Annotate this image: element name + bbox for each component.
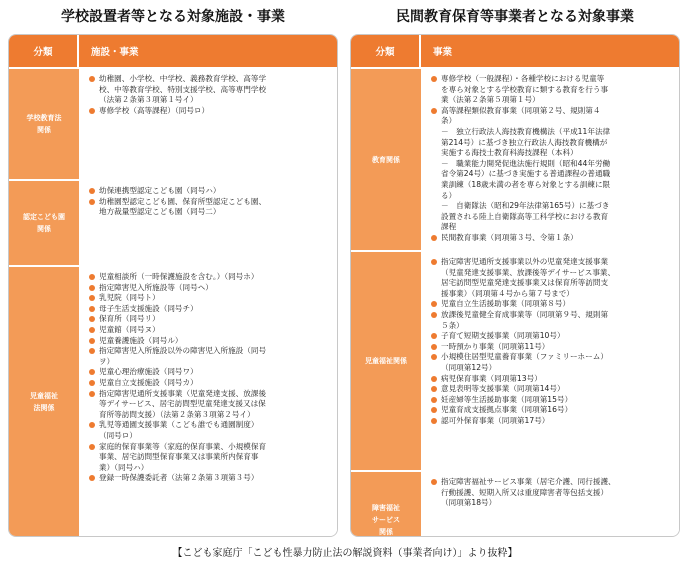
list-item bbox=[431, 352, 673, 373]
list-item bbox=[89, 314, 331, 325]
list-item bbox=[89, 473, 331, 484]
item-text: 一時預かり事業（同項第11号） bbox=[441, 341, 550, 351]
item-text: 指定障害児通所支援事業以外の児童発達支援事業 （児童発達支援事業、放課後等デイサービス事業、 居宅訪問型児童発達支援事業又は保育所等訪問支 援事業）（同項第４号から第７号まで） bbox=[441, 257, 616, 298]
bullet-icon bbox=[89, 338, 95, 344]
list-item bbox=[431, 416, 673, 427]
list-item bbox=[89, 420, 331, 441]
bullet-icon bbox=[431, 333, 437, 339]
bullet-icon bbox=[89, 199, 95, 205]
header-items: 事業 bbox=[433, 47, 453, 58]
bullet-icon bbox=[431, 418, 437, 424]
item-text: 児童自立生活援助事業（同項第８号） bbox=[441, 299, 571, 309]
list-item bbox=[89, 197, 331, 218]
bullet-icon bbox=[431, 386, 437, 392]
table-row bbox=[351, 67, 679, 250]
item-text: 指定障害児通所支援事業（児童発達支援、放課後 等デイサービス、居宅訪問型児童発達支援又は保 育所等訪問支援）（法第２条第３項第２号イ） bbox=[99, 388, 267, 419]
item-text: 児童自立支援施設（同号カ） bbox=[99, 377, 198, 387]
bullet-icon bbox=[89, 444, 95, 450]
bullet-icon bbox=[89, 316, 95, 322]
list-item bbox=[89, 367, 331, 378]
bullet-icon bbox=[89, 348, 95, 354]
item-text: 専修学校（高等課程）（同号ロ） bbox=[99, 105, 210, 115]
row-category: 児童福祉 法関係 bbox=[9, 267, 79, 536]
bullet-icon bbox=[89, 327, 95, 333]
bullet-icon bbox=[431, 397, 437, 403]
row-items bbox=[79, 181, 337, 265]
item-text: 放課後児童健全育成事業等（同項第９号、規則第 ５条） bbox=[441, 309, 609, 330]
row-category: 教育関係 bbox=[351, 69, 421, 250]
item-text: 指定障害児入所施設等（同号ヘ） bbox=[99, 282, 213, 292]
list-item bbox=[431, 331, 673, 342]
list-item bbox=[431, 74, 673, 106]
row-items bbox=[79, 267, 337, 536]
item-text: 児童相談所（一時保護施設を含む。）（同号ホ） bbox=[99, 272, 259, 281]
item-text: 保育所（同号リ） bbox=[99, 314, 160, 324]
list-item bbox=[431, 106, 673, 127]
bullet-icon bbox=[431, 354, 437, 360]
item-text: 幼稚園、小学校、中学校、義務教育学校、高等学 校、中等教育学校、特別支援学校、高等専門学校 （法第２条第３項第１号イ） bbox=[99, 74, 267, 105]
table-row bbox=[9, 67, 337, 179]
item-text: 乳児院（同号ト） bbox=[99, 293, 160, 303]
table-row bbox=[351, 250, 679, 470]
item-text: 病児保育事業（同項第13号） bbox=[441, 373, 542, 383]
row-items bbox=[79, 69, 337, 179]
bullet-icon bbox=[89, 380, 95, 386]
list-item bbox=[431, 477, 673, 509]
item-text: － 独立行政法人海技教育機構法（平成11年法律 第214号）に基づき独立行政法人海技教育機構が 実施する海技士教育科海技課程（本科） － 職業能力開発促進法施行規則（昭和44年労働 省令第24号）に基づき実施する普通課程の普通職 業訓練（18歳未満の者を専ら対象とする訓練に限 る） － 自衛隊法（昭和29年法律第165号）に基づき 設置される陸上自衛隊高等工科学校における教育 課程 bbox=[441, 126, 611, 232]
list-item bbox=[89, 442, 331, 474]
bullet-icon bbox=[431, 479, 437, 485]
bullet-icon bbox=[431, 301, 437, 307]
bullet-icon bbox=[89, 285, 95, 291]
list-item bbox=[431, 233, 673, 244]
item-text: 児童育成支援拠点事業（同項第16号） bbox=[441, 405, 573, 415]
item-text: 高等課程類似教育事業（同項第２号、規則第４ 条） bbox=[441, 105, 601, 126]
list-item bbox=[89, 283, 331, 294]
bullet-icon bbox=[431, 259, 437, 265]
row-category: 学校教育法 関係 bbox=[9, 69, 79, 179]
item-text: 認可外保育事業（同項第17号） bbox=[441, 415, 550, 425]
bullet-icon bbox=[89, 188, 95, 194]
bullet-icon bbox=[431, 344, 437, 350]
item-text: 児童養護施設（同号ル） bbox=[99, 335, 183, 345]
table-row bbox=[9, 179, 337, 265]
item-text: 子育て短期支援事業（同項第10号） bbox=[441, 331, 565, 341]
right-table-title: 民間教育保育等事業者となる対象事業 bbox=[396, 9, 634, 25]
list-item bbox=[89, 378, 331, 389]
row-items bbox=[421, 69, 679, 250]
item-text: 児童館（同号ヌ） bbox=[99, 324, 160, 334]
table-header bbox=[351, 35, 679, 67]
item-text: 専修学校（一般課程）・各種学校における児童等 を専ら対象とする学校教育に類する教育を行う事 業（法第２条第５項第１号） bbox=[441, 74, 609, 105]
bullet-icon bbox=[89, 76, 95, 82]
bullet-icon bbox=[89, 108, 95, 114]
bullet-icon bbox=[89, 295, 95, 301]
row-items bbox=[421, 252, 679, 470]
item-text: 乳児等通園支援事業（こども誰でも通園制度） （同号ロ） bbox=[99, 420, 259, 440]
item-text: 指定障害児入所施設以外の障害児入所施設（同号 ヲ） bbox=[99, 346, 267, 366]
row-items bbox=[421, 472, 679, 537]
bullet-icon bbox=[89, 391, 95, 397]
bullet-icon bbox=[89, 422, 95, 428]
left-table-title: 学校設置者等となる対象施設・事業 bbox=[61, 9, 285, 25]
header-category: 分類 bbox=[9, 35, 79, 67]
header-category: 分類 bbox=[351, 35, 421, 67]
item-text: 妊産婦等生活援助事業（同項第15号） bbox=[441, 394, 573, 404]
list-item bbox=[89, 389, 331, 421]
list-item bbox=[89, 325, 331, 336]
list-item bbox=[89, 293, 331, 304]
item-text: 幼保連携型認定こども園（同号ハ） bbox=[99, 186, 221, 195]
bullet-icon bbox=[431, 108, 437, 114]
bullet-icon bbox=[431, 312, 437, 318]
bullet-icon bbox=[89, 306, 95, 312]
row-category: 認定こども園 関係 bbox=[9, 181, 79, 265]
bullet-icon bbox=[431, 407, 437, 413]
list-item bbox=[89, 304, 331, 315]
bullet-icon bbox=[431, 376, 437, 382]
source-caption: 【こども家庭庁「こども性暴力防止法の解説資料（事業者向け）」より抜粋】 bbox=[172, 548, 518, 559]
list-item bbox=[431, 127, 673, 233]
list-item bbox=[431, 257, 673, 299]
list-item bbox=[431, 342, 673, 353]
bullet-icon bbox=[89, 475, 95, 481]
header-items: 施設・事業 bbox=[91, 47, 139, 58]
bullet-icon bbox=[89, 274, 95, 280]
list-item bbox=[89, 74, 331, 106]
item-text: 指定障害福祉サービス事業（居宅介護、同行援護、 行動援護、短期入所又は重度障害者等包括支援） （同項第18号） bbox=[441, 477, 616, 508]
item-text: 児童心理治療施設（同号ワ） bbox=[99, 367, 198, 377]
bullet-icon bbox=[431, 76, 437, 82]
item-text: 幼稚園型認定こども園、保育所型認定こども園、 地方裁量型認定こども園（同号二） bbox=[99, 196, 267, 217]
list-item bbox=[89, 272, 331, 283]
row-category: 児童福祉関係 bbox=[351, 252, 421, 470]
list-item bbox=[89, 346, 331, 367]
table-row bbox=[9, 265, 337, 536]
item-text: 登録一時保護委託者（法第２条第３項第３号） bbox=[99, 473, 259, 483]
table-row bbox=[351, 470, 679, 537]
right-business-table bbox=[350, 34, 680, 537]
bullet-icon bbox=[431, 235, 437, 241]
row-category: 障害福祉 サービス 関係 bbox=[351, 472, 421, 537]
list-item bbox=[431, 395, 673, 406]
item-text: 母子生活支援施設（同号チ） bbox=[99, 303, 198, 313]
table-header bbox=[9, 35, 337, 67]
list-item bbox=[431, 384, 673, 395]
bullet-icon bbox=[89, 369, 95, 375]
item-text: 民間教育事業（同項第３号、令第１条） bbox=[441, 232, 578, 242]
list-item bbox=[431, 374, 673, 385]
list-item bbox=[89, 106, 331, 117]
left-facilities-table bbox=[8, 34, 338, 537]
item-text: 家庭的保育事業等（家庭的保育事業、小規模保育 事業、居宅訪問型保育事業又は事業所内保育事 業）（同号ハ） bbox=[99, 441, 267, 472]
list-item bbox=[89, 186, 331, 197]
item-text: 小規模住居型児童養育事業（ファミリーホーム） （同項第12号） bbox=[441, 352, 608, 372]
list-item bbox=[431, 310, 673, 331]
list-item bbox=[431, 299, 673, 310]
item-text: 意見表明等支援事業（同項第14号） bbox=[441, 384, 565, 394]
list-item bbox=[431, 405, 673, 416]
list-item bbox=[89, 336, 331, 347]
